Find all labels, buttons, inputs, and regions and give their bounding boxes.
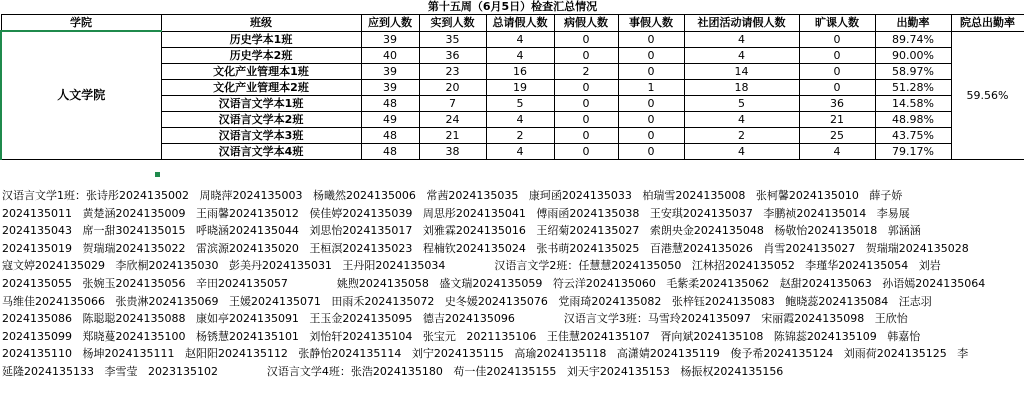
roster-line: 2024135099 郑晓蔓2024135100 杨锈慧2024135101 刘怡轩2024135104 张宝元 2021135106 王佳慧2024135107 胥向斌2024135108 陈锦蕊2024135109 韩嘉怡 bbox=[2, 329, 921, 343]
sick-cell[interactable]: 2 bbox=[554, 63, 618, 79]
leave-total-cell[interactable]: 4 bbox=[486, 143, 554, 159]
leave-total-cell[interactable]: 4 bbox=[486, 111, 554, 127]
class-cell[interactable]: 历史学本2班 bbox=[161, 47, 361, 63]
header-cell[interactable]: 院总出勤率 bbox=[951, 15, 1024, 32]
expected-cell[interactable]: 39 bbox=[361, 31, 419, 47]
header-row bbox=[1, 15, 1024, 32]
college-rate-cell[interactable]: 59.56% bbox=[951, 31, 1024, 159]
club-cell[interactable]: 4 bbox=[684, 111, 799, 127]
personal-cell[interactable]: 0 bbox=[618, 127, 684, 143]
roster-line: 2024135086 陈聪聪2024135088 康如亭2024135091 王玉金2024135095 德吉2024135096 汉语言文学3班：马雪玲2024135097 宋丽霞2024135098 王欣怡 bbox=[2, 312, 908, 326]
leave-total-cell[interactable]: 16 bbox=[486, 63, 554, 79]
rate-cell[interactable]: 48.98% bbox=[875, 111, 951, 127]
personal-cell[interactable]: 0 bbox=[618, 143, 684, 159]
absent-cell[interactable]: 0 bbox=[799, 31, 875, 47]
absent-cell[interactable]: 0 bbox=[799, 47, 875, 63]
actual-cell[interactable]: 7 bbox=[419, 95, 486, 111]
absent-cell[interactable]: 0 bbox=[799, 63, 875, 79]
roster-line: 2024135110 杨坤2024135111 赵阳阳2024135112 张静怡2024135114 刘宁2024135115 高瑜2024135118 高潇婧2024135119 俊予希2024135124 刘雨荷2024135125 李 bbox=[2, 347, 969, 361]
rate-cell[interactable]: 58.97% bbox=[875, 63, 951, 79]
personal-cell[interactable]: 0 bbox=[618, 31, 684, 47]
header-cell[interactable]: 出勤率 bbox=[875, 15, 951, 32]
class-cell[interactable]: 文化产业管理本1班 bbox=[161, 63, 361, 79]
roster-line: 寇文婷2024135029 李欣桐2024135030 彭美丹2024135031 王丹阳2024135034 汉语言文学2班：任慧慧2024135050 江林招2024135052 李瑾华2024135054 刘岩 bbox=[2, 259, 941, 273]
leave-total-cell[interactable]: 5 bbox=[486, 95, 554, 111]
actual-cell[interactable]: 21 bbox=[419, 127, 486, 143]
selection-fill-handle[interactable] bbox=[155, 172, 160, 177]
header-cell[interactable]: 旷课人数 bbox=[799, 15, 875, 32]
actual-cell[interactable]: 23 bbox=[419, 63, 486, 79]
personal-cell[interactable]: 0 bbox=[618, 63, 684, 79]
roster-line: 2024135011 黄楚涵2024135009 王雨馨2024135012 侯佳婷2024135039 周思彤2024135041 傅雨函2024135038 王安琪2024135037 李鹏祯2024135014 李易展 bbox=[2, 206, 910, 220]
absent-cell[interactable]: 36 bbox=[799, 95, 875, 111]
rate-cell[interactable]: 43.75% bbox=[875, 127, 951, 143]
actual-cell[interactable]: 24 bbox=[419, 111, 486, 127]
class-cell[interactable]: 文化产业管理本2班 bbox=[161, 79, 361, 95]
table-row bbox=[1, 31, 1024, 47]
header-cell[interactable]: 事假人数 bbox=[618, 15, 684, 32]
header-cell[interactable]: 班级 bbox=[161, 15, 361, 32]
personal-cell[interactable]: 0 bbox=[618, 95, 684, 111]
sick-cell[interactable]: 0 bbox=[554, 47, 618, 63]
actual-cell[interactable]: 38 bbox=[419, 143, 486, 159]
class-cell[interactable]: 汉语言文学本2班 bbox=[161, 111, 361, 127]
leave-total-cell[interactable]: 4 bbox=[486, 31, 554, 47]
actual-cell[interactable]: 35 bbox=[419, 31, 486, 47]
actual-cell[interactable]: 20 bbox=[419, 79, 486, 95]
rate-cell[interactable]: 90.00% bbox=[875, 47, 951, 63]
attendance-table bbox=[0, 0, 1024, 160]
leave-total-cell[interactable]: 4 bbox=[486, 47, 554, 63]
roster-line: 延隆2024135133 李雪莹 2023135102 汉语言文学4班：张浩2024135180 苟一佳2024135155 刘天宇2024135153 杨振权2024135156 bbox=[2, 364, 784, 378]
club-cell[interactable]: 2 bbox=[684, 127, 799, 143]
header-cell[interactable]: 总请假人数 bbox=[486, 15, 554, 32]
header-cell[interactable]: 学院 bbox=[1, 15, 161, 32]
expected-cell[interactable]: 48 bbox=[361, 95, 419, 111]
club-cell[interactable]: 14 bbox=[684, 63, 799, 79]
absent-cell[interactable]: 21 bbox=[799, 111, 875, 127]
roster-line: 马维佳2024135066 张贵淋2024135069 王媛2024135071 田雨禾2024135072 史冬媛2024135076 党雨琦2024135082 张梓钰2024135083 鲍晓蕊2024135084 汪志羽 bbox=[2, 294, 932, 308]
expected-cell[interactable]: 39 bbox=[361, 63, 419, 79]
expected-cell[interactable]: 39 bbox=[361, 79, 419, 95]
header-cell[interactable]: 实到人数 bbox=[419, 15, 486, 32]
rate-cell[interactable]: 79.17% bbox=[875, 143, 951, 159]
expected-cell[interactable]: 49 bbox=[361, 111, 419, 127]
personal-cell[interactable]: 1 bbox=[618, 79, 684, 95]
leave-total-cell[interactable]: 19 bbox=[486, 79, 554, 95]
absent-cell[interactable]: 25 bbox=[799, 127, 875, 143]
club-cell[interactable]: 5 bbox=[684, 95, 799, 111]
sheet-title[interactable]: 第十五周（6月5日）检查汇总情况 bbox=[1, 0, 1024, 15]
leave-total-cell[interactable]: 2 bbox=[486, 127, 554, 143]
roster-line: 2024135043 席一甜3024135015 呼晓涵2024135044 刘思怡2024135017 刘雅霖2024135016 王绍菊2024135027 索朗央金2024135048 杨敬怡2024135018 郭涵涵 bbox=[2, 224, 921, 238]
club-cell[interactable]: 4 bbox=[684, 47, 799, 63]
roster-line: 2024135055 张婉玉2024135056 辛田2024135057 姚煦2024135058 盛文瑞2024135059 符云洋2024135060 毛紫柔2024135062 赵甜2024135063 孙语嫣2024135064 bbox=[2, 276, 986, 290]
sick-cell[interactable]: 0 bbox=[554, 127, 618, 143]
rate-cell[interactable]: 51.28% bbox=[875, 79, 951, 95]
actual-cell[interactable]: 36 bbox=[419, 47, 486, 63]
roster-line: 汉语言文学1班：张诗彤2024135002 周晓萍2024135003 杨曦然2024135006 常茜2024135035 康珂函2024135033 柏瑞雪2024135008 张柯馨2024135010 薛子娇 bbox=[2, 189, 903, 202]
rate-cell[interactable]: 14.58% bbox=[875, 95, 951, 111]
club-cell[interactable]: 18 bbox=[684, 79, 799, 95]
absent-cell[interactable]: 0 bbox=[799, 79, 875, 95]
class-cell[interactable]: 汉语言文学本1班 bbox=[161, 95, 361, 111]
header-cell[interactable]: 应到人数 bbox=[361, 15, 419, 32]
club-cell[interactable]: 4 bbox=[684, 143, 799, 159]
roster-line: 2024135019 贺瑞瑞2024135022 雷滨源2024135020 王桓溟2024135023 程楠钦2024135024 张书萌2024135025 百港慧2024135026 肖雪2024135027 贺瑞瑞2024135028 bbox=[2, 241, 969, 255]
expected-cell[interactable]: 40 bbox=[361, 47, 419, 63]
sick-cell[interactable]: 0 bbox=[554, 95, 618, 111]
personal-cell[interactable]: 0 bbox=[618, 47, 684, 63]
personal-cell[interactable]: 0 bbox=[618, 111, 684, 127]
absentee-roster bbox=[2, 187, 1022, 381]
sick-cell[interactable]: 0 bbox=[554, 31, 618, 47]
header-cell[interactable]: 病假人数 bbox=[554, 15, 618, 32]
sick-cell[interactable]: 0 bbox=[554, 143, 618, 159]
college-cell[interactable]: 人文学院 bbox=[1, 31, 161, 159]
expected-cell[interactable]: 48 bbox=[361, 127, 419, 143]
sick-cell[interactable]: 0 bbox=[554, 79, 618, 95]
sick-cell[interactable]: 0 bbox=[554, 111, 618, 127]
class-cell[interactable]: 汉语言文学本3班 bbox=[161, 127, 361, 143]
rate-cell[interactable]: 89.74% bbox=[875, 31, 951, 47]
expected-cell[interactable]: 48 bbox=[361, 143, 419, 159]
class-cell[interactable]: 汉语言文学本4班 bbox=[161, 143, 361, 159]
absent-cell[interactable]: 4 bbox=[799, 143, 875, 159]
club-cell[interactable]: 4 bbox=[684, 31, 799, 47]
class-cell[interactable]: 历史学本1班 bbox=[161, 31, 361, 47]
header-cell[interactable]: 社团活动请假人数 bbox=[684, 15, 799, 32]
